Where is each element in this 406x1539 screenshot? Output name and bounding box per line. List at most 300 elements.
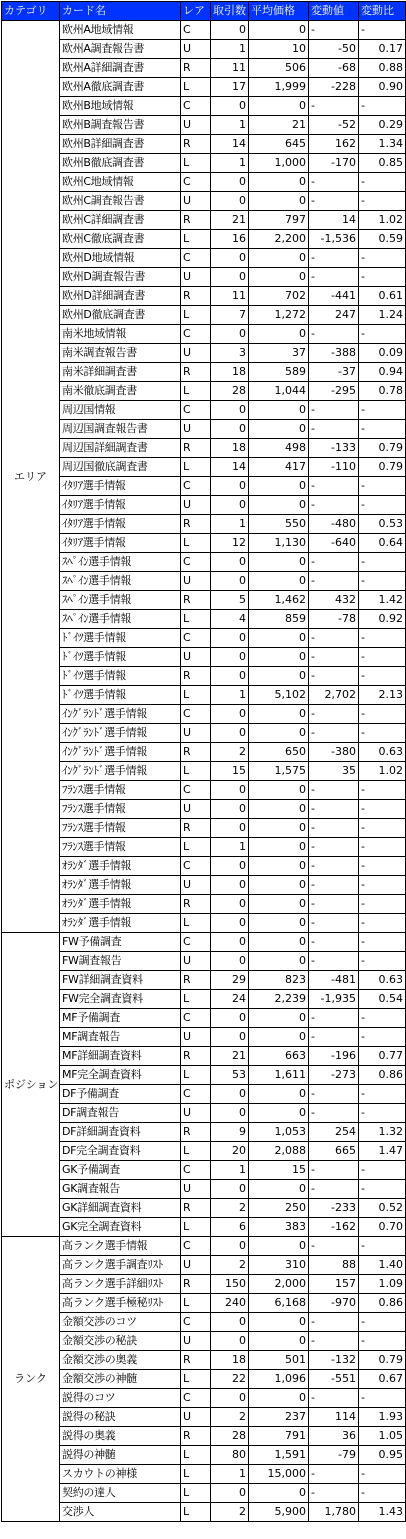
change-ratio-cell: 0.52 (359, 1199, 406, 1218)
rarity-cell: L (181, 1503, 211, 1522)
trade-count-cell: 0 (211, 952, 249, 971)
card-name-cell: スカウトの神様 (60, 1465, 181, 1484)
card-name-cell: MF完全調査資料 (60, 1066, 181, 1085)
trade-count-cell: 4 (211, 610, 249, 629)
change-ratio-cell: - (359, 895, 406, 914)
trade-count-cell: 1 (211, 116, 249, 135)
change-ratio-cell: - (359, 1313, 406, 1332)
change-ratio-cell: 0.86 (359, 1294, 406, 1313)
trade-count-cell: 1 (211, 838, 249, 857)
trade-count-cell: 1 (211, 40, 249, 59)
change-ratio-cell: - (359, 420, 406, 439)
card-name-cell: MF詳細調査資料 (60, 1047, 181, 1066)
average-price-cell: 310 (249, 1256, 309, 1275)
change-ratio-cell: - (359, 933, 406, 952)
average-price-cell: 0 (249, 838, 309, 857)
table-row (2, 743, 406, 762)
average-price-cell: 1,999 (249, 78, 309, 97)
average-price-cell: 2,000 (249, 1275, 309, 1294)
card-name-cell: ｲﾀﾘｱ選手情報 (60, 496, 181, 515)
average-price-cell: 823 (249, 971, 309, 990)
table-row (2, 1142, 406, 1161)
trade-count-cell: 6 (211, 1218, 249, 1237)
change-value-cell: -295 (309, 382, 359, 401)
rarity-cell: L (181, 1370, 211, 1389)
trade-count-cell: 11 (211, 287, 249, 306)
change-ratio-cell: 0.09 (359, 344, 406, 363)
change-value-cell: - (309, 1484, 359, 1503)
change-ratio-cell: 1.40 (359, 1256, 406, 1275)
card-name-cell: ｽﾍﾟｲﾝ選手情報 (60, 610, 181, 629)
rarity-cell: L (181, 458, 211, 477)
change-value-cell: 35 (309, 762, 359, 781)
average-price-cell: 791 (249, 1427, 309, 1446)
change-ratio-cell: 0.79 (359, 1351, 406, 1370)
table-row (2, 876, 406, 895)
rarity-cell: L (181, 610, 211, 629)
change-value-cell: - (309, 572, 359, 591)
trade-count-cell: 0 (211, 572, 249, 591)
table-row (2, 477, 406, 496)
rarity-cell: C (181, 1009, 211, 1028)
average-price-cell: 383 (249, 1218, 309, 1237)
trade-count-cell: 17 (211, 78, 249, 97)
table-row (2, 1351, 406, 1370)
change-ratio-cell: - (359, 1332, 406, 1351)
change-ratio-cell: - (359, 97, 406, 116)
table-row (2, 401, 406, 420)
table-row (2, 382, 406, 401)
average-price-cell: 0 (249, 401, 309, 420)
card-name-cell: 金額交渉の秘訣 (60, 1332, 181, 1351)
table-row (2, 933, 406, 952)
change-ratio-cell: - (359, 876, 406, 895)
change-value-cell: -1,935 (309, 990, 359, 1009)
rarity-cell: L (181, 154, 211, 173)
change-value-cell: - (309, 97, 359, 116)
change-value-cell: 2,702 (309, 686, 359, 705)
trade-count-cell: 22 (211, 1370, 249, 1389)
card-name-cell: ｲﾝｸﾞﾗﾝﾄﾞ選手情報 (60, 724, 181, 743)
card-name-cell: ｲﾀﾘｱ選手情報 (60, 515, 181, 534)
rarity-cell: L (181, 1142, 211, 1161)
trade-count-cell: 21 (211, 1047, 249, 1066)
card-name-cell: GK調査報告 (60, 1180, 181, 1199)
card-name-cell: 欧州A徹底調査書 (60, 78, 181, 97)
rarity-cell: U (181, 1180, 211, 1199)
average-price-cell: 37 (249, 344, 309, 363)
rarity-cell: R (181, 363, 211, 382)
average-price-cell: 0 (249, 724, 309, 743)
change-ratio-cell: - (359, 1104, 406, 1123)
table-row (2, 610, 406, 629)
average-price-cell: 0 (249, 1313, 309, 1332)
table-row (2, 116, 406, 135)
change-ratio-cell: - (359, 667, 406, 686)
trade-count-cell: 3 (211, 344, 249, 363)
header-average-price: 平均価格 (249, 2, 309, 21)
average-price-cell: 0 (249, 781, 309, 800)
card-name-cell: GK詳細調査資料 (60, 1199, 181, 1218)
trade-count-cell: 53 (211, 1066, 249, 1085)
table-row (2, 40, 406, 59)
change-ratio-cell: 0.95 (359, 1446, 406, 1465)
change-ratio-cell: - (359, 1180, 406, 1199)
trade-count-cell: 9 (211, 1123, 249, 1142)
average-price-cell: 1,462 (249, 591, 309, 610)
change-ratio-cell: 1.43 (359, 1503, 406, 1522)
change-ratio-cell: 0.29 (359, 116, 406, 135)
rarity-cell: U (181, 496, 211, 515)
rarity-cell: U (181, 268, 211, 287)
card-name-cell: ﾄﾞｲﾂ選手情報 (60, 648, 181, 667)
table-row (2, 705, 406, 724)
table-row (2, 667, 406, 686)
card-name-cell: 欧州A地域情報 (60, 21, 181, 40)
table-row (2, 534, 406, 553)
table-row (2, 78, 406, 97)
card-name-cell: 周辺国情報 (60, 401, 181, 420)
change-value-cell: - (309, 876, 359, 895)
rarity-cell: C (181, 781, 211, 800)
trade-count-cell: 240 (211, 1294, 249, 1313)
change-value-cell: - (309, 1332, 359, 1351)
trade-count-cell: 2 (211, 1199, 249, 1218)
trade-count-cell: 0 (211, 800, 249, 819)
trade-count-cell: 16 (211, 230, 249, 249)
table-row (2, 97, 406, 116)
change-value-cell: - (309, 781, 359, 800)
card-name-cell: DF調査報告 (60, 1104, 181, 1123)
change-ratio-cell: 1.34 (359, 135, 406, 154)
trade-count-cell: 0 (211, 1085, 249, 1104)
card-name-cell: 欧州D詳細調査書 (60, 287, 181, 306)
card-name-cell: FW予備調査 (60, 933, 181, 952)
change-ratio-cell: 1.02 (359, 762, 406, 781)
card-name-cell: 南米調査報告書 (60, 344, 181, 363)
average-price-cell: 0 (249, 268, 309, 287)
rarity-cell: C (181, 21, 211, 40)
change-ratio-cell: - (359, 838, 406, 857)
trade-count-cell: 0 (211, 420, 249, 439)
average-price-cell: 0 (249, 705, 309, 724)
average-price-cell: 1,053 (249, 1123, 309, 1142)
trade-count-cell: 150 (211, 1275, 249, 1294)
change-ratio-cell: - (359, 553, 406, 572)
trade-count-cell: 14 (211, 458, 249, 477)
table-row (2, 553, 406, 572)
change-ratio-cell: - (359, 496, 406, 515)
change-ratio-cell: - (359, 819, 406, 838)
rarity-cell: U (181, 344, 211, 363)
change-ratio-cell: - (359, 1389, 406, 1408)
rarity-cell: C (181, 1313, 211, 1332)
change-value-cell: 162 (309, 135, 359, 154)
card-name-cell: DF完全調査資料 (60, 1142, 181, 1161)
table-row (2, 59, 406, 78)
rarity-cell: C (181, 325, 211, 344)
change-ratio-cell: - (359, 1237, 406, 1256)
rarity-cell: C (181, 1389, 211, 1408)
card-price-sheet (1, 1, 405, 1522)
rarity-cell: C (181, 553, 211, 572)
average-price-cell: 0 (249, 1028, 309, 1047)
trade-count-cell: 2 (211, 743, 249, 762)
change-value-cell: -380 (309, 743, 359, 762)
change-value-cell: 665 (309, 1142, 359, 1161)
table-row (2, 21, 406, 40)
change-value-cell: 88 (309, 1256, 359, 1275)
change-ratio-cell: - (359, 192, 406, 211)
change-value-cell: - (309, 325, 359, 344)
average-price-cell: 0 (249, 1104, 309, 1123)
change-value-cell: -50 (309, 40, 359, 59)
average-price-cell: 0 (249, 325, 309, 344)
trade-count-cell: 0 (211, 477, 249, 496)
average-price-cell: 589 (249, 363, 309, 382)
change-ratio-cell: - (359, 705, 406, 724)
table-row (2, 268, 406, 287)
card-name-cell: 欧州A詳細調査書 (60, 59, 181, 78)
trade-count-cell: 21 (211, 211, 249, 230)
change-ratio-cell: 1.42 (359, 591, 406, 610)
change-value-cell: - (309, 1085, 359, 1104)
average-price-cell: 0 (249, 1085, 309, 1104)
average-price-cell: 797 (249, 211, 309, 230)
change-value-cell: - (309, 1237, 359, 1256)
rarity-cell: L (181, 78, 211, 97)
header-card-name: カード名 (60, 2, 181, 21)
change-value-cell: - (309, 1009, 359, 1028)
table-row (2, 363, 406, 382)
change-ratio-cell: 0.85 (359, 154, 406, 173)
table-row (2, 591, 406, 610)
trade-count-cell: 15 (211, 762, 249, 781)
category-cell: エリア (2, 21, 60, 933)
rarity-cell: L (181, 914, 211, 933)
average-price-cell: 250 (249, 1199, 309, 1218)
trade-count-cell: 0 (211, 1104, 249, 1123)
card-name-cell: 高ランク選手極秘ﾘｽﾄ (60, 1294, 181, 1313)
trade-count-cell: 1 (211, 1161, 249, 1180)
card-name-cell: 欧州C詳細調査書 (60, 211, 181, 230)
change-value-cell: 114 (309, 1408, 359, 1427)
table-row (2, 230, 406, 249)
rarity-cell: C (181, 705, 211, 724)
rarity-cell: U (181, 572, 211, 591)
trade-count-cell: 1 (211, 515, 249, 534)
table-row (2, 1294, 406, 1313)
card-name-cell: 説得の秘訣 (60, 1408, 181, 1427)
average-price-cell: 0 (249, 1237, 309, 1256)
average-price-cell: 15 (249, 1161, 309, 1180)
average-price-cell: 10 (249, 40, 309, 59)
change-ratio-cell: 0.79 (359, 458, 406, 477)
card-name-cell: ｲﾝｸﾞﾗﾝﾄﾞ選手情報 (60, 762, 181, 781)
rarity-cell: L (181, 686, 211, 705)
card-name-cell: 高ランク選手調査ﾘｽﾄ (60, 1256, 181, 1275)
change-ratio-cell: 0.90 (359, 78, 406, 97)
trade-count-cell: 1 (211, 686, 249, 705)
change-ratio-cell: - (359, 800, 406, 819)
change-value-cell: - (309, 857, 359, 876)
rarity-cell: R (181, 515, 211, 534)
change-value-cell: - (309, 1180, 359, 1199)
table-row (2, 724, 406, 743)
change-value-cell: -132 (309, 1351, 359, 1370)
rarity-cell: U (181, 648, 211, 667)
change-ratio-cell: - (359, 401, 406, 420)
change-ratio-cell: - (359, 952, 406, 971)
change-ratio-cell: 1.05 (359, 1427, 406, 1446)
average-price-cell: 1,272 (249, 306, 309, 325)
card-name-cell: FW完全調査資料 (60, 990, 181, 1009)
rarity-cell: R (181, 1047, 211, 1066)
card-name-cell: 金額交渉の奥義 (60, 1351, 181, 1370)
card-name-cell: 周辺国調査報告書 (60, 420, 181, 439)
trade-count-cell: 0 (211, 857, 249, 876)
trade-count-cell: 0 (211, 933, 249, 952)
card-name-cell: 高ランク選手詳細ﾘｽﾄ (60, 1275, 181, 1294)
trade-count-cell: 28 (211, 1427, 249, 1446)
card-name-cell: ﾌﾗﾝｽ選手情報 (60, 838, 181, 857)
table-row (2, 135, 406, 154)
trade-count-cell: 0 (211, 97, 249, 116)
trade-count-cell: 5 (211, 591, 249, 610)
table-row (2, 249, 406, 268)
card-name-cell: ﾌﾗﾝｽ選手情報 (60, 800, 181, 819)
change-ratio-cell: 0.63 (359, 971, 406, 990)
average-price-cell: 0 (249, 952, 309, 971)
change-ratio-cell: 1.24 (359, 306, 406, 325)
table-row (2, 192, 406, 211)
average-price-cell: 0 (249, 648, 309, 667)
average-price-cell: 0 (249, 1009, 309, 1028)
change-value-cell: - (309, 667, 359, 686)
card-name-cell: DF詳細調査資料 (60, 1123, 181, 1142)
rarity-cell: R (181, 743, 211, 762)
change-value-cell: - (309, 268, 359, 287)
card-name-cell: ｲﾝｸﾞﾗﾝﾄﾞ選手情報 (60, 705, 181, 724)
change-ratio-cell: 0.70 (359, 1218, 406, 1237)
card-name-cell: 欧州B調査報告書 (60, 116, 181, 135)
change-value-cell: - (309, 1028, 359, 1047)
card-name-cell: ｲﾀﾘｱ選手情報 (60, 534, 181, 553)
rarity-cell: R (181, 1123, 211, 1142)
table-row (2, 838, 406, 857)
average-price-cell: 859 (249, 610, 309, 629)
card-name-cell: 欧州D調査報告書 (60, 268, 181, 287)
average-price-cell: 2,239 (249, 990, 309, 1009)
change-value-cell: 432 (309, 591, 359, 610)
change-ratio-cell: - (359, 1484, 406, 1503)
trade-count-cell: 18 (211, 1351, 249, 1370)
card-name-cell: 欧州D徹底調査書 (60, 306, 181, 325)
change-value-cell: - (309, 914, 359, 933)
trade-count-cell: 0 (211, 325, 249, 344)
trade-count-cell: 0 (211, 819, 249, 838)
card-name-cell: 欧州A調査報告書 (60, 40, 181, 59)
rarity-cell: L (181, 1218, 211, 1237)
average-price-cell: 0 (249, 1389, 309, 1408)
change-ratio-cell: - (359, 648, 406, 667)
change-ratio-cell: 0.54 (359, 990, 406, 1009)
rarity-cell: R (181, 971, 211, 990)
header-change-ratio: 変動比 (359, 2, 406, 21)
card-name-cell: GK完全調査資料 (60, 1218, 181, 1237)
table-row (2, 914, 406, 933)
trade-count-cell: 2 (211, 1503, 249, 1522)
rarity-cell: U (181, 1104, 211, 1123)
card-name-cell: 欧州B詳細調査書 (60, 135, 181, 154)
rarity-cell: R (181, 439, 211, 458)
change-ratio-cell: - (359, 1028, 406, 1047)
change-value-cell: - (309, 724, 359, 743)
average-price-cell: 0 (249, 192, 309, 211)
table-row (2, 572, 406, 591)
change-value-cell: 1,780 (309, 1503, 359, 1522)
rarity-cell: R (181, 1351, 211, 1370)
change-value-cell: -228 (309, 78, 359, 97)
rarity-cell: C (181, 1237, 211, 1256)
rarity-cell: L (181, 382, 211, 401)
trade-count-cell: 0 (211, 781, 249, 800)
table-row (2, 819, 406, 838)
average-price-cell: 1,096 (249, 1370, 309, 1389)
average-price-cell: 501 (249, 1351, 309, 1370)
card-name-cell: 欧州D地域情報 (60, 249, 181, 268)
change-value-cell: -52 (309, 116, 359, 135)
average-price-cell: 645 (249, 135, 309, 154)
change-ratio-cell: - (359, 781, 406, 800)
change-ratio-cell: 0.78 (359, 382, 406, 401)
change-value-cell: -480 (309, 515, 359, 534)
rarity-cell: U (181, 876, 211, 895)
card-name-cell: ﾌﾗﾝｽ選手情報 (60, 781, 181, 800)
table-row (2, 211, 406, 230)
card-name-cell: ﾄﾞｲﾂ選手情報 (60, 629, 181, 648)
rarity-cell: C (181, 477, 211, 496)
table-row (2, 173, 406, 192)
change-value-cell: - (309, 1161, 359, 1180)
header-trade-count: 取引数 (211, 2, 249, 21)
change-value-cell: - (309, 401, 359, 420)
average-price-cell: 1,130 (249, 534, 309, 553)
rarity-cell: L (181, 306, 211, 325)
table-row (2, 1332, 406, 1351)
rarity-cell: U (181, 116, 211, 135)
change-ratio-cell: - (359, 21, 406, 40)
table-row (2, 1465, 406, 1484)
change-value-cell: -441 (309, 287, 359, 306)
rarity-cell: U (181, 420, 211, 439)
average-price-cell: 0 (249, 914, 309, 933)
trade-count-cell: 0 (211, 1237, 249, 1256)
table-row (2, 344, 406, 363)
rarity-cell: U (181, 800, 211, 819)
change-value-cell: - (309, 173, 359, 192)
change-value-cell: -78 (309, 610, 359, 629)
table-row (2, 762, 406, 781)
rarity-cell: C (181, 249, 211, 268)
table-row (2, 1503, 406, 1522)
table-row (2, 1237, 406, 1256)
rarity-cell: R (181, 1275, 211, 1294)
average-price-cell: 0 (249, 97, 309, 116)
rarity-cell: R (181, 59, 211, 78)
card-name-cell: ｲﾀﾘｱ選手情報 (60, 477, 181, 496)
table-row (2, 1408, 406, 1427)
